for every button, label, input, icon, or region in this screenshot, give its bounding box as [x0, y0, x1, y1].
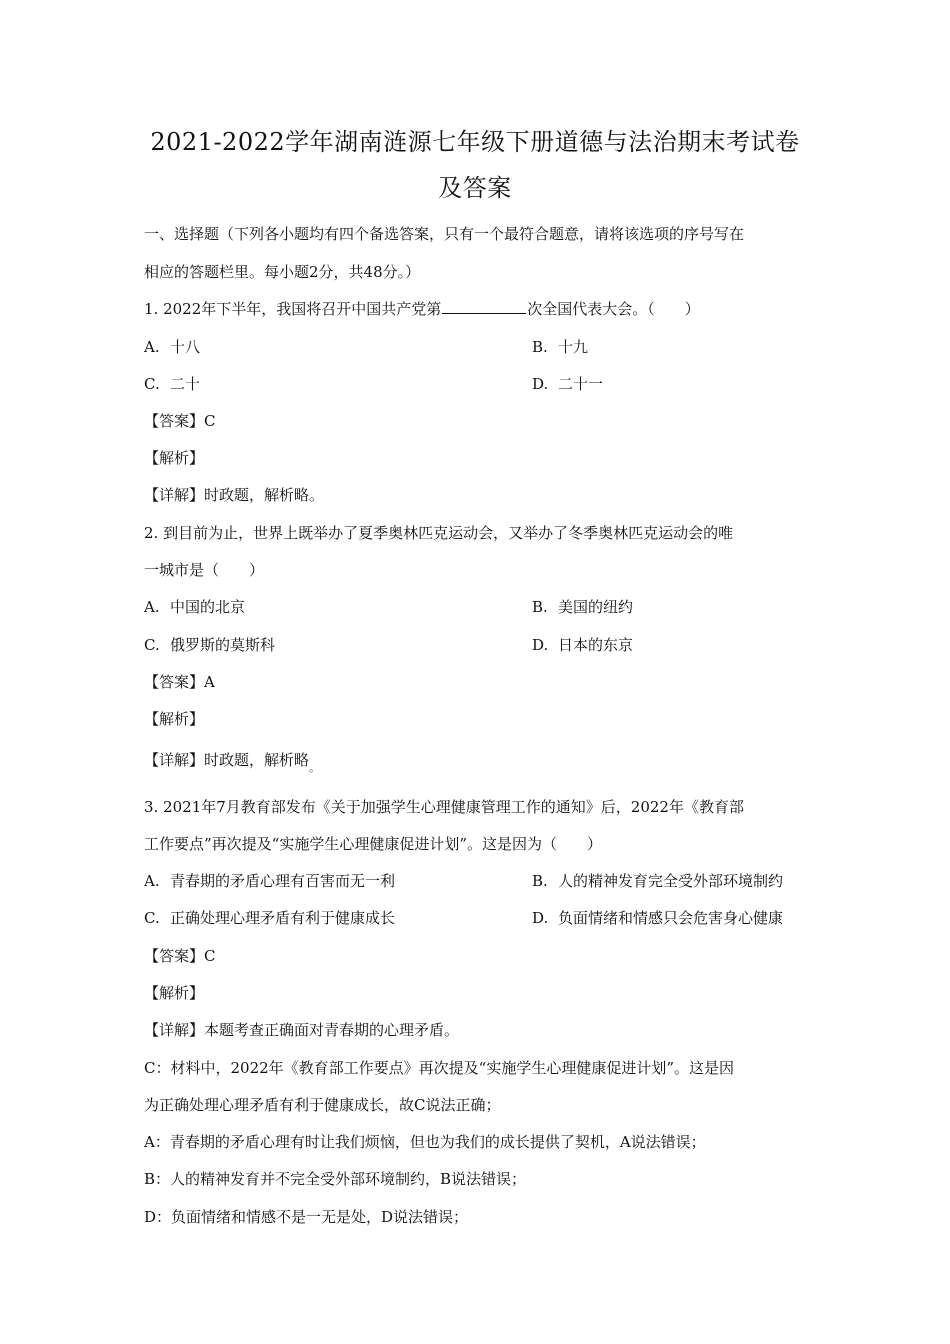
q3-answer: 【答案】C: [144, 947, 216, 965]
q3-option-d: D. 负面情绪和情感只会危害身心健康: [532, 909, 784, 927]
q1-stem-after: 次全国代表大会。（ ）: [527, 300, 700, 318]
q3-explanation-c-line-1: C：材料中，2022年《教育部工作要点》再次提及“实施学生心理健康促进计划”。这是因: [144, 1059, 734, 1077]
q3-explanation-c-line-2: 为正确处理心理矛盾有利于健康成长，故C说法正确；: [144, 1096, 501, 1114]
document-title-line-2: 及答案: [438, 174, 512, 202]
q3-option-c: C. 正确处理心理矛盾有利于健康成长: [144, 909, 396, 927]
q3-explanation-b: B：人的精神发育并不完全受外部环境制约，B说法错误；: [144, 1170, 527, 1188]
q3-stem-line-1: 3. 2021年7月教育部发布《关于加强学生心理健康管理工作的通知》后，2022年《教育部: [144, 798, 744, 816]
q3-explanation-a: A：青春期的矛盾心理有时让我们烦恼，但也为我们的成长提供了契机，A说法错误；: [144, 1133, 706, 1151]
q1-option-c: C. 二十: [144, 375, 201, 393]
section-instruction-line-2: 相应的答题栏里。每小题2分，共48分。）: [144, 263, 421, 281]
q1-option-a: A. 十八: [144, 338, 201, 356]
q2-answer: 【答案】A: [144, 673, 215, 691]
q2-option-c: C. 俄罗斯的莫斯科: [144, 636, 276, 654]
q3-stem-line-2: 工作要点”再次提及“实施学生心理健康促进计划”。这是因为（ ）: [144, 835, 603, 853]
q2-detail-period: 。: [309, 761, 321, 774]
q2-detail: 【详解】时政题，解析略$_。$: [144, 751, 321, 774]
q1-option-b: B. 十九: [532, 338, 589, 356]
q1-fill-blank: [442, 299, 526, 314]
q2-analysis-label: 【解析】: [144, 710, 205, 728]
document-title-line-1: 2021-2022学年湖南涟源七年级下册道德与法治期末考试卷: [150, 128, 800, 156]
q3-option-a: A. 青春期的矛盾心理有百害而无一利: [144, 872, 396, 890]
q2-option-d: D. 日本的东京: [532, 636, 634, 654]
q1-stem: [144, 299, 700, 319]
q2-stem-line-2: 一城市是（ ）: [144, 561, 265, 579]
q2-stem-line-1: 2. 到目前为止，世界上既举办了夏季奥林匹克运动会，又举办了冬季奥林匹克运动会的唯: [144, 524, 734, 542]
q1-stem-before: 1. 2022年下半年，我国将召开中国共产党第: [144, 300, 442, 318]
q2-option-b: B. 美国的纽约: [532, 598, 634, 616]
q1-answer: 【答案】C: [144, 412, 216, 430]
q3-explanation-d: D：负面情绪和情感不是一无是处，D说法错误；: [144, 1208, 469, 1226]
q2-option-a: A. 中国的北京: [144, 598, 246, 616]
q1-detail: 【详解】时政题，解析略。: [144, 486, 325, 504]
q1-option-d: D. 二十一: [532, 375, 604, 393]
q3-option-b: B. 人的精神发育完全受外部环境制约: [532, 872, 784, 890]
q1-analysis-label: 【解析】: [144, 449, 205, 467]
q3-detail: 【详解】本题考查正确面对青春期的心理矛盾。: [144, 1021, 460, 1039]
section-instruction-line-1: 一、选择题（下列各小题均有四个备选答案，只有一个最符合题意，请将该选项的序号写在: [144, 225, 745, 243]
q3-analysis-label: 【解析】: [144, 984, 205, 1002]
